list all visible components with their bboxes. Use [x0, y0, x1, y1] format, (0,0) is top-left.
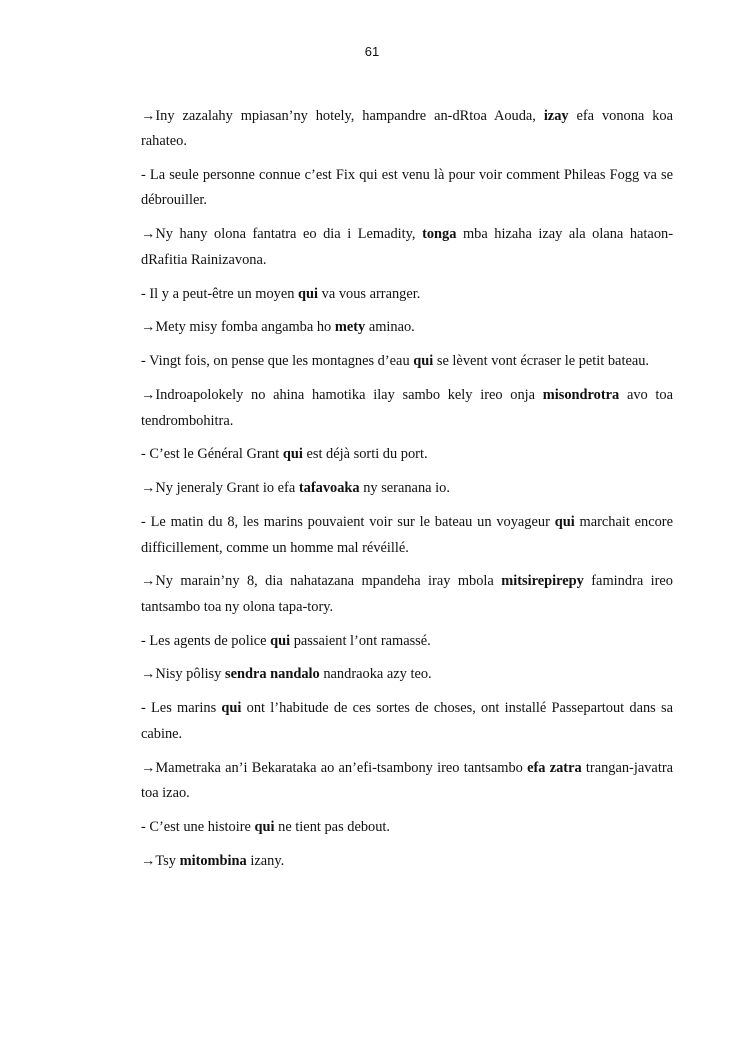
- paragraph-text: →Ny hany olona fantatra eo dia i Lemadity,: [141, 226, 423, 243]
- highlighted-word: efa zatra: [527, 759, 582, 776]
- paragraph-text: ny seranana io.: [359, 480, 450, 497]
- paragraph-text: - Il y a peut-être un moyen: [141, 285, 299, 302]
- page-number: 61: [364, 44, 380, 59]
- paragraph: [141, 315, 673, 340]
- highlighted-word: mitsirepirepy: [501, 573, 584, 590]
- paragraph-text: - La seule personne connue c’est Fix qui est venu là pour voir comment Phileas Fogg va se débrouiller.: [141, 167, 673, 209]
- paragraph-text: mba hizaha izay ala olana hataon-dRafitia Rainizavona.: [141, 226, 673, 268]
- highlighted-word: qui: [413, 353, 434, 370]
- highlighted-word: qui: [221, 700, 242, 717]
- paragraph-text: ont l’habitude de ces sortes de choses, ont installé Passepartout dans sa cabine.: [141, 700, 673, 742]
- paragraph-text: - Les agents de police: [141, 632, 271, 649]
- paragraph-text: efa vonona koa rahateo.: [141, 108, 673, 150]
- paragraph-text: →Iny zazalahy mpiasan’ny hotely, hampandre an-dRtoa Aouda,: [141, 108, 544, 124]
- paragraph-text: marchait encore difficillement, comme un homme mal révéillé.: [141, 514, 673, 556]
- paragraph-text: va vous arranger.: [318, 285, 421, 302]
- document-body: [141, 104, 673, 883]
- highlighted-word: sendra nandalo: [224, 666, 320, 683]
- paragraph-text: est déjà sorti du port.: [302, 446, 428, 463]
- paragraph: [141, 696, 673, 747]
- highlighted-word: tonga: [422, 226, 457, 243]
- highlighted-word: qui: [254, 818, 275, 835]
- paragraph: [141, 282, 673, 307]
- paragraph-text: passaient l’ont ramassé.: [290, 632, 431, 649]
- highlighted-word: qui: [298, 285, 319, 302]
- paragraph-text: avo toa tendrombohitra.: [141, 387, 673, 429]
- paragraph-text: →Ny jeneraly Grant io efa: [141, 480, 299, 497]
- paragraph: [141, 222, 673, 273]
- paragraph-text: →Ny marain’ny 8, dia nahatazana mpandeha iray mbola: [141, 573, 502, 590]
- paragraph-text: →Tsy: [141, 852, 180, 869]
- paragraph: [141, 815, 673, 840]
- paragraph-text: aminao.: [365, 319, 415, 336]
- paragraph-text: izany.: [246, 852, 285, 869]
- highlighted-word: qui: [554, 514, 575, 531]
- paragraph-text: nandraoka azy teo.: [319, 666, 432, 683]
- paragraph-text: - Les marins: [141, 700, 222, 717]
- paragraph-text: se lèvent vont écraser le petit bateau.: [433, 353, 650, 370]
- highlighted-word: mitombina: [179, 852, 247, 869]
- paragraph: [141, 349, 673, 374]
- paragraph-text: - C’est le Général Grant: [141, 446, 283, 463]
- paragraph-text: - Le matin du 8, les marins pouvaient voir sur le bateau un voyageur: [141, 514, 555, 531]
- paragraph-text: →Nisy pôlisy: [141, 666, 225, 683]
- paragraph: [141, 442, 673, 467]
- paragraph: [141, 476, 673, 501]
- paragraph: [141, 163, 673, 214]
- highlighted-word: izay: [543, 108, 569, 124]
- paragraph: [141, 756, 673, 807]
- highlighted-word: mety: [334, 319, 366, 336]
- paragraph-text: - C’est une histoire: [141, 818, 255, 835]
- paragraph: [141, 383, 673, 434]
- paragraph: [141, 849, 673, 874]
- highlighted-word: tafavoaka: [298, 480, 360, 497]
- highlighted-word: misondrotra: [542, 387, 620, 404]
- highlighted-word: qui: [270, 632, 291, 649]
- paragraph-text: →Indroapolokely no ahina hamotika ilay sambo kely ireo onja: [141, 387, 543, 404]
- paragraph: [141, 510, 673, 561]
- paragraph-text: famindra ireo tantsambo toa ny olona tapa-tory.: [141, 573, 673, 615]
- paragraph-text: - Vingt fois, on pense que les montagnes d’eau: [141, 353, 414, 370]
- paragraph: [141, 662, 673, 687]
- paragraph-text: →Mametraka an’i Bekarataka ao an’efi-tsambony ireo tantsambo: [141, 759, 528, 776]
- paragraph: [141, 629, 673, 654]
- paragraph: [141, 104, 673, 155]
- highlighted-word: qui: [282, 446, 303, 463]
- paragraph: [141, 569, 673, 620]
- paragraph-text: ne tient pas debout.: [274, 818, 391, 835]
- paragraph-text: trangan-javatra toa izao.: [141, 759, 673, 801]
- paragraph-text: →Mety misy fomba angamba ho: [141, 319, 335, 336]
